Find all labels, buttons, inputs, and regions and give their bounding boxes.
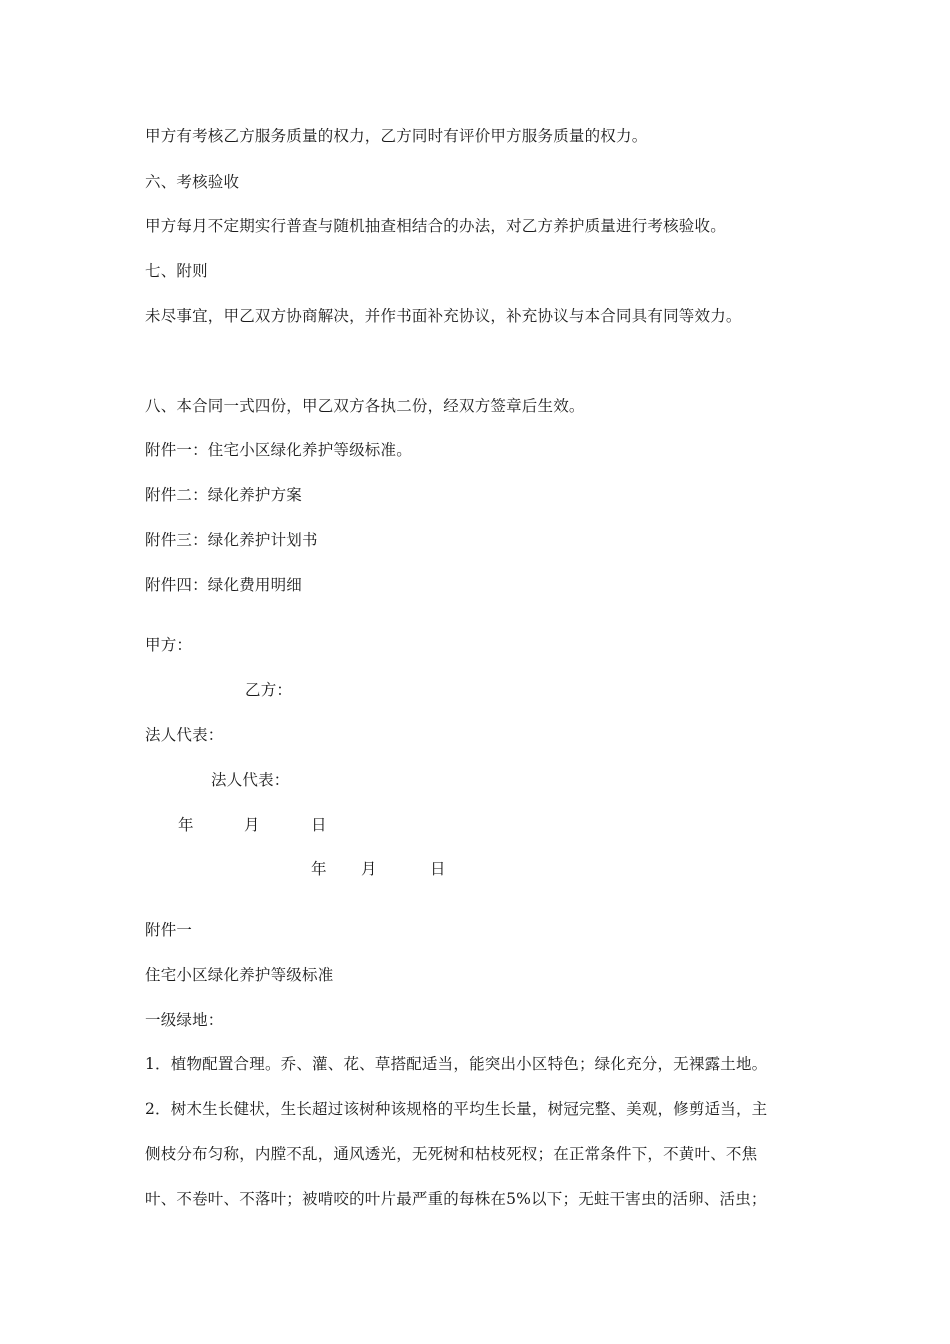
- green-level-label: 一级绿地：: [145, 1011, 224, 1029]
- standard-item-line: 1．植物配置合理。乔、灌、花、草搭配适当，能突出小区特色；绿化充分，无裸露土地。: [145, 1055, 768, 1073]
- attachment-2-line: 附件二：绿化养护方案: [145, 486, 303, 504]
- section-heading-inspection: 六、考核验收: [145, 173, 240, 191]
- date-a-year: 年: [178, 816, 194, 834]
- paragraph-evaluation-rights: 甲方有考核乙方服务质量的权力，乙方同时有评价甲方服务质量的权力。: [145, 127, 648, 145]
- standard-item-line: 叶、不卷叶、不落叶；被啃咬的叶片最严重的每株在5%以下；无蛀干害虫的活卵、活虫；: [145, 1190, 767, 1208]
- party-b-label: 乙方：: [245, 681, 293, 699]
- attachment-1-line: 附件一：住宅小区绿化养护等级标准。: [145, 441, 412, 459]
- standard-item-line: 侧枝分布匀称，内膛不乱，通风透光，无死树和枯枝死杈；在正常条件下，不黄叶、不焦: [145, 1145, 758, 1163]
- attachment-3-line: 附件三：绿化养护计划书: [145, 531, 318, 549]
- paragraph-supplementary: 未尽事宜，甲乙双方协商解决，并作书面补充协议，补充协议与本合同具有同等效力。: [145, 307, 742, 325]
- party-a-label: 甲方：: [145, 636, 193, 654]
- date-a-month: 月: [244, 816, 260, 834]
- paragraph-inspection: 甲方每月不定期实行普查与随机抽查相结合的办法，对乙方养护质量进行考核验收。: [145, 217, 726, 235]
- date-a-day: 日: [311, 816, 327, 834]
- attachment-4-line: 附件四：绿化费用明细: [145, 576, 303, 594]
- appendix-title: 住宅小区绿化养护等级标准: [145, 966, 334, 984]
- legal-rep-b-label: 法人代表：: [211, 771, 290, 789]
- legal-rep-a-label: 法人代表：: [145, 726, 224, 744]
- section-heading-supplementary: 七、附则: [145, 262, 208, 280]
- standard-item-line: 2．树木生长健状，生长超过该树种该规格的平均生长量，树冠完整、美观，修剪适当，主: [145, 1100, 768, 1118]
- appendix-heading: 附件一: [145, 921, 193, 939]
- date-b-month: 月: [361, 860, 377, 878]
- date-b-day: 日: [430, 860, 446, 878]
- paragraph-copies: 八、本合同一式四份，甲乙双方各执二份，经双方签章后生效。: [145, 397, 585, 415]
- date-b-year: 年: [311, 860, 327, 878]
